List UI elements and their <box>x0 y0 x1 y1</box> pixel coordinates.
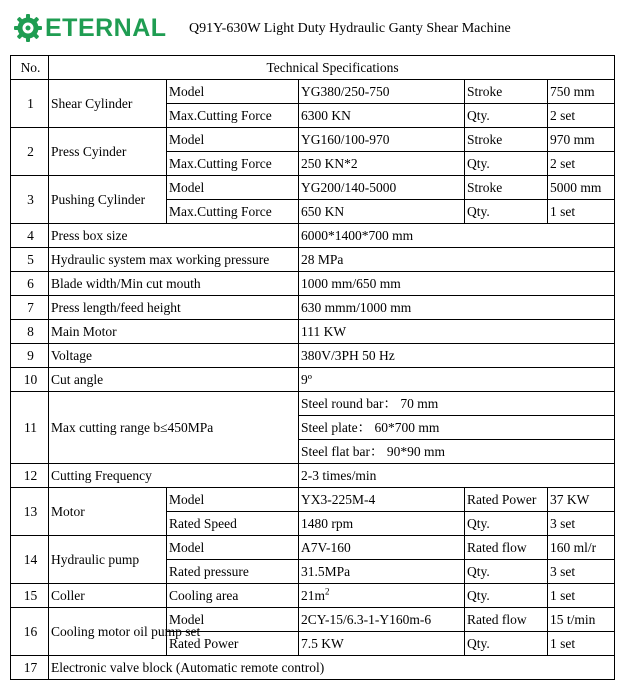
param-value: YX3-225M-4 <box>299 488 465 512</box>
param-label: Stroke <box>465 80 548 104</box>
item-value: 380V/3PH 50 Hz <box>299 344 615 368</box>
param-value: 2 set <box>548 104 615 128</box>
param-label: Qty. <box>465 152 548 176</box>
param-value: 5000 mm <box>548 176 615 200</box>
item-value: Steel flat bar： 90*90 mm <box>299 440 615 464</box>
param-value: YG200/140-5000 <box>299 176 465 200</box>
table-row <box>11 536 615 560</box>
item-name: Main Motor <box>49 320 299 344</box>
param-value: 1480 rpm <box>299 512 465 536</box>
brand-logo <box>13 14 167 42</box>
param-value: 650 KN <box>299 200 465 224</box>
param-label: Qty. <box>465 632 548 656</box>
item-name: Motor <box>49 488 167 536</box>
header-no: No. <box>11 56 49 80</box>
param-label: Qty. <box>465 512 548 536</box>
row-number: 15 <box>11 584 49 608</box>
table-row <box>11 392 615 416</box>
table-row <box>11 176 615 200</box>
param-label: Rated flow <box>465 536 548 560</box>
param-label: Stroke <box>465 128 548 152</box>
row-number: 8 <box>11 320 49 344</box>
item-name: Cooling motor oil pump set <box>49 608 167 656</box>
item-name: Electronic valve block (Automatic remote control) <box>49 656 615 680</box>
param-label: Model <box>167 488 299 512</box>
param-label: Model <box>167 80 299 104</box>
param-value <box>299 584 465 608</box>
param-value: 2CY-15/6.3-1-Y160m-6 <box>299 608 465 632</box>
item-name: Hydraulic pump <box>49 536 167 584</box>
table-row <box>11 80 615 104</box>
item-value: 1000 mm/650 mm <box>299 272 615 296</box>
row-number: 13 <box>11 488 49 536</box>
param-label: Model <box>167 176 299 200</box>
param-value: 970 mm <box>548 128 615 152</box>
row-number: 1 <box>11 80 49 128</box>
table-row <box>11 344 615 368</box>
param-label: Model <box>167 128 299 152</box>
table-row <box>11 320 615 344</box>
page-header <box>0 0 626 56</box>
item-name: Press length/feed height <box>49 296 299 320</box>
param-label: Stroke <box>465 176 548 200</box>
table-row <box>11 464 615 488</box>
param-value: 6300 KN <box>299 104 465 128</box>
cooling-area-value: 21m <box>301 588 326 603</box>
row-number: 11 <box>11 392 49 464</box>
param-value: 250 KN*2 <box>299 152 465 176</box>
param-label: Model <box>167 608 299 632</box>
spec-table <box>10 55 615 680</box>
param-value: A7V-160 <box>299 536 465 560</box>
param-label: Rated flow <box>465 608 548 632</box>
item-name: Shear Cylinder <box>49 80 167 128</box>
row-number: 10 <box>11 368 49 392</box>
param-value: 1 set <box>548 200 615 224</box>
item-name: Max cutting range b≤450MPa <box>49 392 299 464</box>
logo-text: ETERNAL <box>45 14 167 42</box>
item-name: Voltage <box>49 344 299 368</box>
item-name: Cutting Frequency <box>49 464 299 488</box>
param-label: Rated Power <box>167 632 299 656</box>
table-row <box>11 608 615 632</box>
param-label: Max.Cutting Force <box>167 200 299 224</box>
row-number: 3 <box>11 176 49 224</box>
item-name: Cut angle <box>49 368 299 392</box>
row-number: 4 <box>11 224 49 248</box>
row-number: 7 <box>11 296 49 320</box>
item-name: Coller <box>49 584 167 608</box>
param-value: YG380/250-750 <box>299 80 465 104</box>
row-number: 12 <box>11 464 49 488</box>
item-name: Hydraulic system max working pressure <box>49 248 299 272</box>
row-number: 5 <box>11 248 49 272</box>
row-number: 14 <box>11 536 49 584</box>
param-label: Cooling area <box>167 584 299 608</box>
param-label: Qty. <box>465 200 548 224</box>
superscript: 2 <box>325 586 330 597</box>
param-label: Qty. <box>465 560 548 584</box>
row-number: 2 <box>11 128 49 176</box>
item-value: 9º <box>299 368 615 392</box>
param-value: 7.5 KW <box>299 632 465 656</box>
item-name: Press box size <box>49 224 299 248</box>
param-value: 15 t/min <box>548 608 615 632</box>
table-header-row <box>11 56 615 80</box>
page-title: Q91Y-630W Light Duty Hydraulic Ganty Shear Machine <box>189 21 511 36</box>
table-row <box>11 224 615 248</box>
item-value: 111 KW <box>299 320 615 344</box>
row-number: 16 <box>11 608 49 656</box>
item-value: Steel round bar： 70 mm <box>299 392 615 416</box>
param-value: 1 set <box>548 584 615 608</box>
param-value: 2 set <box>548 152 615 176</box>
param-label: Max.Cutting Force <box>167 152 299 176</box>
param-label: Qty. <box>465 104 548 128</box>
param-label: Max.Cutting Force <box>167 104 299 128</box>
item-value: 2-3 times/min <box>299 464 615 488</box>
param-label: Rated Power <box>465 488 548 512</box>
table-row <box>11 368 615 392</box>
item-name: Pushing Cylinder <box>49 176 167 224</box>
table-row <box>11 584 615 608</box>
param-value: 31.5MPa <box>299 560 465 584</box>
item-name: Press Cyinder <box>49 128 167 176</box>
item-value: 6000*1400*700 mm <box>299 224 615 248</box>
gear-logo-icon <box>13 13 43 43</box>
header-specifications: Technical Specifications <box>49 56 615 80</box>
row-number: 6 <box>11 272 49 296</box>
param-value: 1 set <box>548 632 615 656</box>
table-row <box>11 248 615 272</box>
item-value: 630 mmm/1000 mm <box>299 296 615 320</box>
param-value: 160 ml/r <box>548 536 615 560</box>
row-number: 9 <box>11 344 49 368</box>
table-row <box>11 128 615 152</box>
param-value: 750 mm <box>548 80 615 104</box>
param-value: 3 set <box>548 512 615 536</box>
item-value: Steel plate： 60*700 mm <box>299 416 615 440</box>
param-label: Model <box>167 536 299 560</box>
param-label: Rated pressure <box>167 560 299 584</box>
param-label: Rated Speed <box>167 512 299 536</box>
table-row <box>11 488 615 512</box>
table-row <box>11 272 615 296</box>
item-value: 28 MPa <box>299 248 615 272</box>
param-value: YG160/100-970 <box>299 128 465 152</box>
param-value: 3 set <box>548 560 615 584</box>
param-label: Qty. <box>465 584 548 608</box>
param-value: 37 KW <box>548 488 615 512</box>
table-row <box>11 656 615 680</box>
table-row <box>11 296 615 320</box>
item-name: Blade width/Min cut mouth <box>49 272 299 296</box>
row-number: 17 <box>11 656 49 680</box>
